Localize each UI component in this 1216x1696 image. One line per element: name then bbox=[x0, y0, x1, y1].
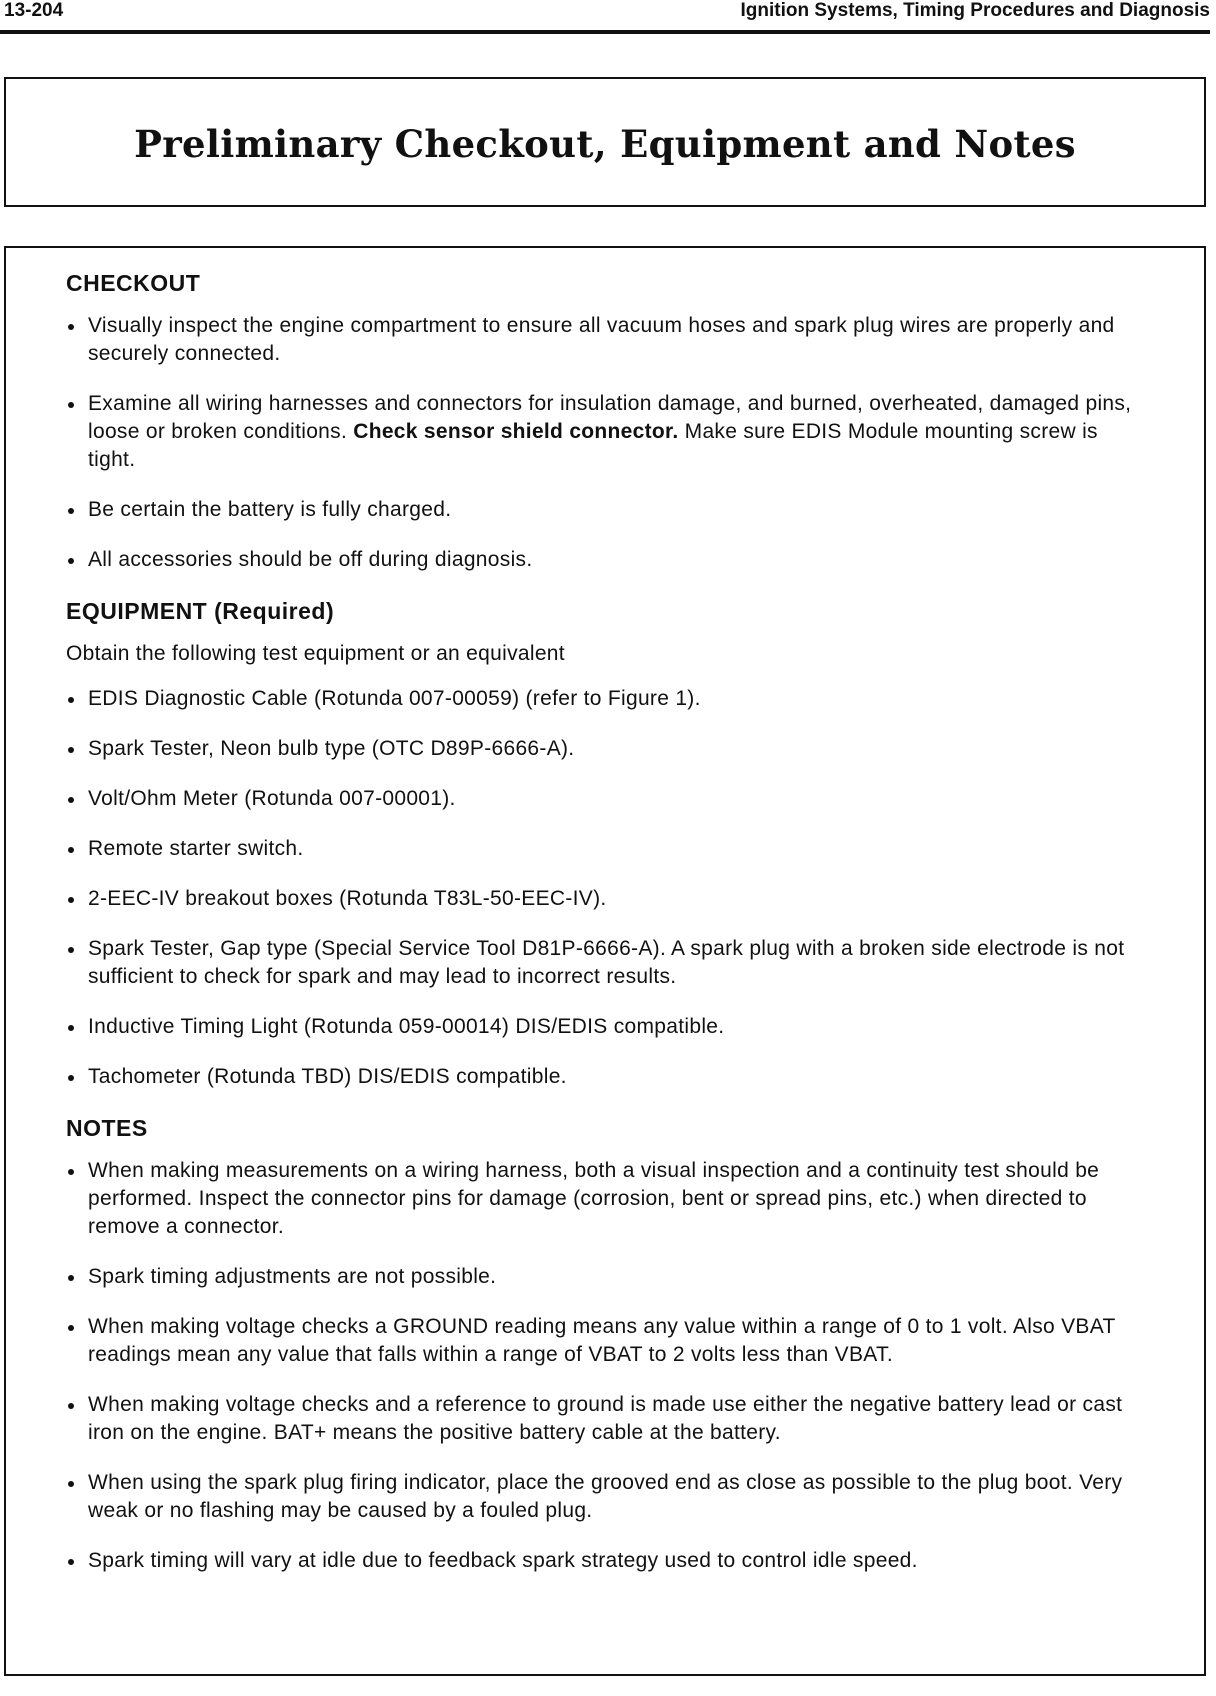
bullet-icon bbox=[68, 558, 74, 564]
bullet-icon bbox=[68, 1403, 74, 1409]
list-item: When making voltage checks and a reference to ground is made use either the negative battery lead or cast iron on the engine. BAT+ means the positive battery cable at the battery. bbox=[66, 1391, 1136, 1447]
notes-heading: NOTES bbox=[66, 1115, 148, 1141]
equipment-list bbox=[66, 685, 1136, 1091]
running-title: Ignition Systems, Timing Procedures and Diagnosis bbox=[740, 0, 1210, 21]
page-header bbox=[0, 0, 1210, 30]
page-number: 13-204 bbox=[4, 0, 64, 21]
bullet-icon bbox=[68, 324, 74, 330]
list-item: Be certain the battery is fully charged. bbox=[66, 496, 1136, 524]
notes-list bbox=[66, 1157, 1136, 1575]
list-item: Spark Tester, Neon bulb type (OTC D89P-6666-A). bbox=[66, 735, 1136, 763]
checkout-heading: CHECKOUT bbox=[66, 270, 201, 296]
list-item: Spark timing will vary at idle due to feedback spark strategy used to control idle speed. bbox=[66, 1547, 1136, 1575]
list-item: When making voltage checks a GROUND reading means any value within a range of 0 to 1 volt. Also VBAT readings mean any value that falls within a range of VBAT to 2 volts less than VBAT. bbox=[66, 1313, 1136, 1369]
list-item: Volt/Ohm Meter (Rotunda 007-00001). bbox=[66, 785, 1136, 813]
bullet-icon bbox=[68, 1025, 74, 1031]
emphasis-text: Check sensor shield connector. bbox=[353, 420, 679, 443]
bullet-icon bbox=[68, 847, 74, 853]
title-box bbox=[4, 77, 1206, 207]
bullet-icon bbox=[68, 947, 74, 953]
list-item: All accessories should be off during diagnosis. bbox=[66, 546, 1136, 574]
bullet-icon bbox=[68, 1325, 74, 1331]
list-item: When using the spark plug firing indicator, place the grooved end as close as possible to the plug boot. Very weak or no flashing may be caused by a fouled plug. bbox=[66, 1469, 1136, 1525]
bullet-icon bbox=[68, 1559, 74, 1565]
bullet-icon bbox=[68, 747, 74, 753]
list-item: Spark Tester, Gap type (Special Service Tool D81P-6666-A). A spark plug with a broken side electrode is not sufficient to check for spark and may lead to incorrect results. bbox=[66, 935, 1136, 991]
equipment-intro: Obtain the following test equipment or an equivalent bbox=[66, 642, 565, 665]
equipment-heading: EQUIPMENT (Required) bbox=[66, 598, 335, 624]
bullet-icon bbox=[68, 508, 74, 514]
bullet-icon bbox=[68, 897, 74, 903]
list-item: Spark timing adjustments are not possible. bbox=[66, 1263, 1136, 1291]
bullet-icon bbox=[68, 1275, 74, 1281]
list-item: EDIS Diagnostic Cable (Rotunda 007-00059) (refer to Figure 1). bbox=[66, 685, 1136, 713]
bullet-icon bbox=[68, 1169, 74, 1175]
list-item: Tachometer (Rotunda TBD) DIS/EDIS compatible. bbox=[66, 1063, 1136, 1091]
checkout-list bbox=[66, 312, 1136, 574]
bullet-icon bbox=[68, 1481, 74, 1487]
bullet-icon bbox=[68, 1075, 74, 1081]
list-item: 2-EEC-IV breakout boxes (Rotunda T83L-50-EEC-IV). bbox=[66, 885, 1136, 913]
bullet-icon bbox=[68, 797, 74, 803]
bullet-icon bbox=[68, 697, 74, 703]
list-item: Remote starter switch. bbox=[66, 835, 1136, 863]
content bbox=[66, 268, 1136, 1597]
list-item: When making measurements on a wiring harness, both a visual inspection and a continuity test should be performed. Inspect the connector pins for damage (corrosion, bent or spread pins, etc.) when directed to remove a connector. bbox=[66, 1157, 1136, 1241]
bullet-icon bbox=[68, 402, 74, 408]
list-item: Inductive Timing Light (Rotunda 059-00014) DIS/EDIS compatible. bbox=[66, 1013, 1136, 1041]
page-title: Preliminary Checkout, Equipment and Notes bbox=[134, 122, 1076, 166]
header-rule bbox=[0, 30, 1210, 34]
list-item: Examine all wiring harnesses and connectors for insulation damage, and burned, overheated, damaged pins, loose or broken conditions. Check sensor shield connector. Make sure EDIS Module mounting screw is tight. bbox=[66, 390, 1136, 474]
list-item: Visually inspect the engine compartment to ensure all vacuum hoses and spark plug wires are properly and securely connected. bbox=[66, 312, 1136, 368]
